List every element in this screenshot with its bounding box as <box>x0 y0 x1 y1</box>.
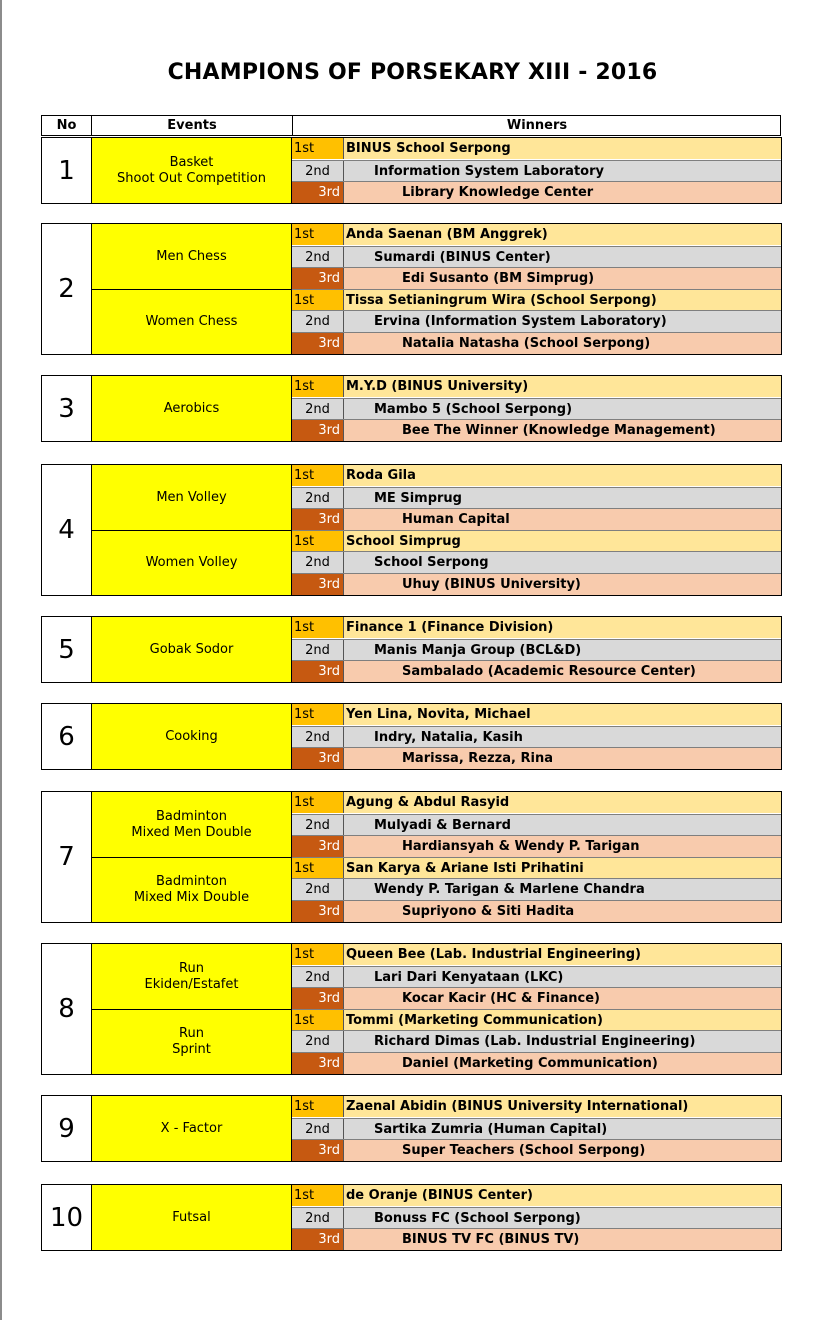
event-name: Run Sprint <box>92 1009 292 1074</box>
rank-label: 2nd <box>292 1208 344 1229</box>
rank-label: 2nd <box>292 488 344 509</box>
event-name: Badminton Mixed Mix Double <box>92 857 292 922</box>
event-group <box>41 1095 782 1162</box>
group-number: 10 <box>42 1185 92 1250</box>
winner-row <box>292 530 781 551</box>
group-number: 3 <box>42 376 92 441</box>
rank-label: 2nd <box>292 640 344 661</box>
rank-label: 1st <box>292 1185 344 1206</box>
winner-row <box>292 1139 781 1160</box>
event-name: Men Chess <box>92 224 292 289</box>
winner-row <box>292 181 781 202</box>
winner-name: School Simprug <box>344 531 781 552</box>
rank-label: 2nd <box>292 879 344 900</box>
winner-row <box>292 508 781 529</box>
rank-label: 3rd <box>292 748 344 769</box>
group-number: 8 <box>42 944 92 1074</box>
winner-name: BINUS School Serpong <box>344 138 781 159</box>
event-name: Women Chess <box>92 289 292 354</box>
event-name: Aerobics <box>92 376 292 441</box>
winner-row <box>292 944 781 965</box>
winner-row <box>292 704 781 725</box>
winner-name: Lari Dari Kenyataan (LKC) <box>344 967 781 988</box>
winner-row <box>292 1118 781 1139</box>
winner-name: Roda Gila <box>344 465 781 486</box>
event-group <box>41 464 782 596</box>
rank-label: 2nd <box>292 1031 344 1052</box>
winner-row <box>292 1052 781 1073</box>
winner-row <box>292 966 781 987</box>
winner-name: Uhuy (BINUS University) <box>344 574 781 595</box>
rank-label: 3rd <box>292 333 344 354</box>
winner-name: Anda Saenan (BM Anggrek) <box>344 224 781 245</box>
event-group <box>41 791 782 923</box>
winner-name: Richard Dimas (Lab. Industrial Engineering) <box>344 1031 781 1052</box>
group-number: 4 <box>42 465 92 595</box>
winner-name: Edi Susanto (BM Simprug) <box>344 268 781 289</box>
winner-name: Agung & Abdul Rasyid <box>344 792 781 813</box>
winner-row <box>292 224 781 245</box>
rank-label: 3rd <box>292 836 344 857</box>
event-name: Basket Shoot Out Competition <box>92 138 292 203</box>
winner-row <box>292 160 781 181</box>
group-number: 9 <box>42 1096 92 1161</box>
winner-name: Ervina (Information System Laboratory) <box>344 311 781 332</box>
rank-label: 3rd <box>292 574 344 595</box>
winner-name: Hardiansyah & Wendy P. Tarigan <box>344 836 781 857</box>
rank-label: 3rd <box>292 1140 344 1161</box>
event-name: Women Volley <box>92 530 292 595</box>
winner-name: Bonuss FC (School Serpong) <box>344 1208 781 1229</box>
winner-row <box>292 465 781 486</box>
winner-name: Natalia Natasha (School Serpong) <box>344 333 781 354</box>
winner-row <box>292 289 781 310</box>
winner-name: Supriyono & Siti Hadita <box>344 901 781 922</box>
winner-name: Marissa, Rezza, Rina <box>344 748 781 769</box>
winner-row <box>292 573 781 594</box>
event-name: Futsal <box>92 1185 292 1250</box>
winner-name: BINUS TV FC (BINUS TV) <box>344 1229 781 1250</box>
winner-row <box>292 878 781 899</box>
rank-label: 3rd <box>292 509 344 530</box>
winner-row <box>292 900 781 921</box>
rank-label: 3rd <box>292 182 344 203</box>
rank-label: 3rd <box>292 901 344 922</box>
winner-name: Indry, Natalia, Kasih <box>344 727 781 748</box>
winner-name: ME Simprug <box>344 488 781 509</box>
page-title: CHAMPIONS OF PORSEKARY XIII - 2016 <box>167 60 658 85</box>
winner-name: Finance 1 (Finance Division) <box>344 617 781 638</box>
winner-row <box>292 246 781 267</box>
header-events: Events <box>92 116 293 135</box>
rank-label: 2nd <box>292 552 344 573</box>
winner-row <box>292 747 781 768</box>
winner-row <box>292 726 781 747</box>
winner-row <box>292 551 781 572</box>
event-group <box>41 1184 782 1251</box>
winner-name: Manis Manja Group (BCL&D) <box>344 640 781 661</box>
group-number: 5 <box>42 617 92 682</box>
rank-label: 1st <box>292 531 344 552</box>
event-group <box>41 616 782 683</box>
event-name: Run Ekiden/Estafet <box>92 944 292 1009</box>
rank-label: 1st <box>292 792 344 813</box>
winner-name: Mambo 5 (School Serpong) <box>344 399 781 420</box>
page-edge <box>0 0 2 1320</box>
event-group <box>41 703 782 770</box>
winner-name: Sartika Zumria (Human Capital) <box>344 1119 781 1140</box>
winner-row <box>292 1030 781 1051</box>
rank-label: 1st <box>292 617 344 638</box>
event-group <box>41 943 782 1075</box>
winner-row <box>292 376 781 397</box>
winner-name: Human Capital <box>344 509 781 530</box>
group-number: 1 <box>42 138 92 203</box>
winner-row <box>292 639 781 660</box>
winner-row <box>292 857 781 878</box>
winner-row <box>292 814 781 835</box>
winner-row <box>292 1185 781 1206</box>
rank-label: 1st <box>292 1010 344 1031</box>
winner-name: de Oranje (BINUS Center) <box>344 1185 781 1206</box>
winner-row <box>292 660 781 681</box>
winner-row <box>292 835 781 856</box>
winner-name: M.Y.D (BINUS University) <box>344 376 781 397</box>
winner-row <box>292 617 781 638</box>
rank-label: 2nd <box>292 727 344 748</box>
winner-name: Information System Laboratory <box>344 161 781 182</box>
winner-row <box>292 419 781 440</box>
rank-label: 1st <box>292 465 344 486</box>
table-header <box>41 115 781 136</box>
rank-label: 3rd <box>292 268 344 289</box>
header-no: No <box>42 116 92 135</box>
winner-row <box>292 1207 781 1228</box>
winner-name: Bee The Winner (Knowledge Management) <box>344 420 781 441</box>
rank-label: 3rd <box>292 420 344 441</box>
rank-label: 3rd <box>292 988 344 1009</box>
event-name: Men Volley <box>92 465 292 530</box>
winner-name: Daniel (Marketing Communication) <box>344 1053 781 1074</box>
rank-label: 2nd <box>292 311 344 332</box>
winner-name: San Karya & Ariane Isti Prihatini <box>344 858 781 879</box>
header-winners: Winners <box>506 118 568 133</box>
winner-name: Zaenal Abidin (BINUS University International) <box>344 1096 781 1117</box>
event-name: Gobak Sodor <box>92 617 292 682</box>
rank-label: 1st <box>292 1096 344 1117</box>
rank-label: 1st <box>292 224 344 245</box>
group-number: 2 <box>42 224 92 354</box>
rank-label: 1st <box>292 138 344 159</box>
rank-label: 2nd <box>292 815 344 836</box>
rank-label: 2nd <box>292 1119 344 1140</box>
rank-label: 1st <box>292 858 344 879</box>
event-group <box>41 223 782 355</box>
winner-row <box>292 310 781 331</box>
winner-name: School Serpong <box>344 552 781 573</box>
rank-label: 2nd <box>292 161 344 182</box>
winner-row <box>292 487 781 508</box>
winner-name: Kocar Kacir (HC & Finance) <box>344 988 781 1009</box>
winner-name: Tissa Setianingrum Wira (School Serpong) <box>344 290 781 311</box>
winner-row <box>292 267 781 288</box>
group-number: 6 <box>42 704 92 769</box>
rank-label: 2nd <box>292 247 344 268</box>
event-group <box>41 375 782 442</box>
winner-row <box>292 398 781 419</box>
winner-name: Sumardi (BINUS Center) <box>344 247 781 268</box>
winner-name: Mulyadi & Bernard <box>344 815 781 836</box>
rank-label: 3rd <box>292 661 344 682</box>
winner-row <box>292 987 781 1008</box>
rank-label: 1st <box>292 704 344 725</box>
event-group <box>41 137 782 204</box>
winner-name: Library Knowledge Center <box>344 182 781 203</box>
winner-name: Super Teachers (School Serpong) <box>344 1140 781 1161</box>
group-number: 7 <box>42 792 92 922</box>
rank-label: 1st <box>292 290 344 311</box>
winner-row <box>292 1228 781 1249</box>
event-name: X - Factor <box>92 1096 292 1161</box>
winner-row <box>292 138 781 159</box>
rank-label: 3rd <box>292 1053 344 1074</box>
winner-name: Yen Lina, Novita, Michael <box>344 704 781 725</box>
winner-name: Wendy P. Tarigan & Marlene Chandra <box>344 879 781 900</box>
winner-name: Tommi (Marketing Communication) <box>344 1010 781 1031</box>
rank-label: 2nd <box>292 967 344 988</box>
rank-label: 3rd <box>292 1229 344 1250</box>
winner-row <box>292 792 781 813</box>
winner-row <box>292 332 781 353</box>
rank-label: 1st <box>292 376 344 397</box>
winner-row <box>292 1009 781 1030</box>
event-name: Badminton Mixed Men Double <box>92 792 292 857</box>
winner-row <box>292 1096 781 1117</box>
rank-label: 2nd <box>292 399 344 420</box>
event-name: Cooking <box>92 704 292 769</box>
winner-name: Sambalado (Academic Resource Center) <box>344 661 781 682</box>
rank-label: 1st <box>292 944 344 965</box>
winner-name: Queen Bee (Lab. Industrial Engineering) <box>344 944 781 965</box>
